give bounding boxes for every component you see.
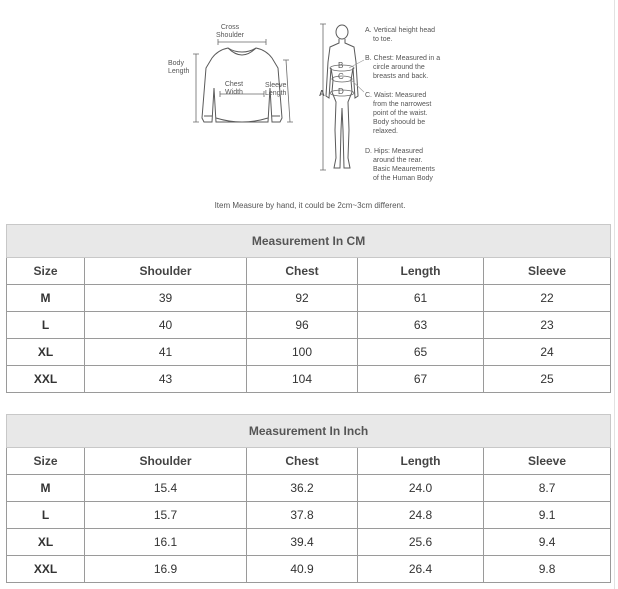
cm-size-table <box>6 224 611 393</box>
column-header-sleeve: Sleeve <box>484 258 611 285</box>
size-cell: XL <box>7 529 85 556</box>
table-header-row <box>7 258 611 285</box>
shoulder-cell: 15.4 <box>85 475 247 502</box>
body-figure <box>326 25 358 168</box>
size-cell: L <box>7 312 85 339</box>
body-length-label-line: Length <box>168 68 190 75</box>
length-cell: 25.6 <box>358 529 484 556</box>
chest-cell: 100 <box>247 339 358 366</box>
note-b-line: breasts and back. <box>373 73 429 80</box>
sleeve-cell: 22 <box>484 285 611 312</box>
column-header-size: Size <box>7 258 85 285</box>
sleeve-cell: 24 <box>484 339 611 366</box>
table-title-row <box>7 225 611 258</box>
shoulder-cell: 39 <box>85 285 247 312</box>
chest-width-label-line: Chest <box>224 81 244 88</box>
size-cell: L <box>7 502 85 529</box>
marker-b: B <box>338 61 344 70</box>
length-cell: 26.4 <box>358 556 484 583</box>
shoulder-cell: 43 <box>85 366 247 393</box>
chest-cell: 36.2 <box>247 475 358 502</box>
column-header-chest: Chest <box>247 258 358 285</box>
column-header-length: Length <box>358 448 484 475</box>
note-d-line: Hips: Measured <box>373 148 423 155</box>
note-d-line: Basic Meaurements <box>373 166 435 173</box>
table-row <box>7 502 611 529</box>
chest-width-label-line: Width <box>225 89 243 96</box>
shoulder-cell: 16.9 <box>85 556 247 583</box>
chest-cell: 37.8 <box>247 502 358 529</box>
table-row <box>7 339 611 366</box>
length-cell: 24.8 <box>358 502 484 529</box>
note-b <box>365 54 451 81</box>
shoulder-cell: 41 <box>85 339 247 366</box>
column-header-shoulder: Shoulder <box>85 448 247 475</box>
measurement-guide <box>160 18 460 216</box>
marker-d: D <box>338 87 344 96</box>
size-cell: XL <box>7 339 85 366</box>
sleeve-cell: 8.7 <box>484 475 611 502</box>
sleeve-cell: 9.1 <box>484 502 611 529</box>
table-row <box>7 285 611 312</box>
cross-shoulder-label-line: Shoulder <box>215 32 245 39</box>
sleeve-cell: 9.4 <box>484 529 611 556</box>
sleeve-length-label-line: Sleeve <box>265 82 287 89</box>
note-c-label: C. <box>365 92 372 99</box>
length-cell: 61 <box>358 285 484 312</box>
note-c-line: Body shoould be <box>373 119 426 126</box>
sleeve-length-label <box>265 82 286 98</box>
note-d-line: of the Human Body <box>373 175 433 182</box>
table-title: Measurement In CM <box>7 225 611 258</box>
table-row <box>7 556 611 583</box>
column-header-chest: Chest <box>247 448 358 475</box>
body-length-label <box>168 60 189 76</box>
note-a-line: to toe. <box>373 36 393 43</box>
chest-cell: 104 <box>247 366 358 393</box>
length-cell: 63 <box>358 312 484 339</box>
sleeve-length-label-line: Length <box>265 90 287 97</box>
length-cell: 65 <box>358 339 484 366</box>
note-c <box>365 91 451 136</box>
cross-shoulder-label-line: Cross <box>220 24 240 31</box>
note-a-line: Vertical height head <box>373 27 436 34</box>
table-row <box>7 529 611 556</box>
shoulder-cell: 15.7 <box>85 502 247 529</box>
length-cell: 67 <box>358 366 484 393</box>
size-cell: M <box>7 475 85 502</box>
note-d-line: around the rear. <box>373 157 423 164</box>
note-b-line: Chest: Measured in a <box>373 55 441 62</box>
marker-a: A <box>319 89 325 98</box>
chest-cell: 96 <box>247 312 358 339</box>
note-d <box>365 147 451 183</box>
column-header-shoulder: Shoulder <box>85 258 247 285</box>
table-row <box>7 366 611 393</box>
chest-cell: 40.9 <box>247 556 358 583</box>
shoulder-cell: 16.1 <box>85 529 247 556</box>
cross-shoulder-label <box>214 24 246 40</box>
sleeve-cell: 25 <box>484 366 611 393</box>
note-b-label: B. <box>365 55 372 62</box>
table-title-row <box>7 415 611 448</box>
figure-measure-lines <box>320 24 354 170</box>
chest-width-label <box>220 81 248 97</box>
sleeve-cell: 23 <box>484 312 611 339</box>
size-cell: XXL <box>7 366 85 393</box>
note-a-label: A. <box>365 27 372 34</box>
table-header-row <box>7 448 611 475</box>
table-title: Measurement In Inch <box>7 415 611 448</box>
measure-note: Item Measure by hand, it could be 2cm~3cm different. <box>214 201 406 210</box>
note-c-line: from the narrowest <box>373 101 432 108</box>
column-header-length: Length <box>358 258 484 285</box>
column-header-sleeve: Sleeve <box>484 448 611 475</box>
note-d-label: D. <box>365 148 372 155</box>
note-b-line: circle around the <box>373 64 425 71</box>
page-edge-rule <box>614 0 615 589</box>
note-c-line: relaxed. <box>373 128 398 135</box>
inch-size-table <box>6 414 611 583</box>
chest-cell: 39.4 <box>247 529 358 556</box>
body-length-label-line: Body <box>168 60 184 67</box>
note-c-line: point of the waist. <box>373 110 428 117</box>
size-cell: M <box>7 285 85 312</box>
marker-c: C <box>338 72 344 81</box>
shoulder-cell: 40 <box>85 312 247 339</box>
size-cell: XXL <box>7 556 85 583</box>
chest-cell: 92 <box>247 285 358 312</box>
note-a <box>365 26 451 44</box>
sleeve-cell: 9.8 <box>484 556 611 583</box>
table-row <box>7 312 611 339</box>
length-cell: 24.0 <box>358 475 484 502</box>
column-header-size: Size <box>7 448 85 475</box>
note-c-line: Waist: Measured <box>373 92 427 99</box>
table-row <box>7 475 611 502</box>
